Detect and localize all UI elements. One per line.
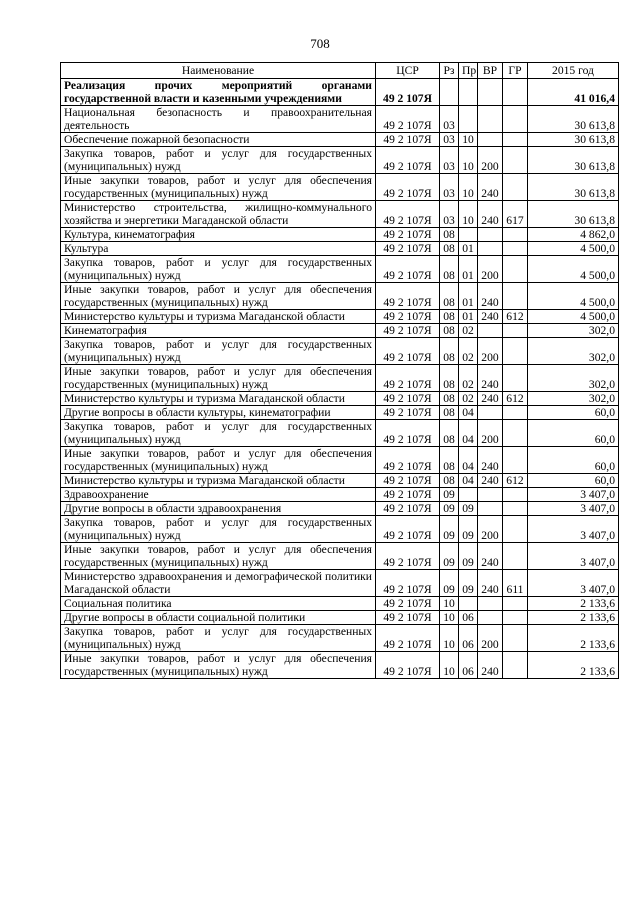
header-gr: ГР <box>503 63 528 79</box>
header-pr: Пр <box>459 63 478 79</box>
cell-gr <box>503 652 528 679</box>
cell-pr: 10 <box>459 147 478 174</box>
cell-pr: 01 <box>459 310 478 324</box>
cell-pr: 09 <box>459 570 478 597</box>
cell-rz: 03 <box>440 201 459 228</box>
cell-vr <box>478 133 503 147</box>
cell-gr <box>503 174 528 201</box>
cell-name: Иные закупки товаров, работ и услуг для обеспечения государственных (муниципальных) нужд <box>61 174 376 201</box>
cell-amount: 302,0 <box>528 324 619 338</box>
cell-vr: 240 <box>478 310 503 324</box>
header-rz: Рз <box>440 63 459 79</box>
cell-amount: 3 407,0 <box>528 543 619 570</box>
cell-pr: 09 <box>459 516 478 543</box>
cell-vr: 240 <box>478 570 503 597</box>
cell-pr: 06 <box>459 611 478 625</box>
cell-vr <box>478 242 503 256</box>
cell-csr: 49 2 107Я <box>376 488 440 502</box>
cell-name: Обеспечение пожарной безопасности <box>61 133 376 147</box>
cell-vr: 240 <box>478 283 503 310</box>
cell-gr: 612 <box>503 392 528 406</box>
cell-vr: 240 <box>478 447 503 474</box>
cell-gr <box>503 447 528 474</box>
cell-csr: 49 2 107Я <box>376 611 440 625</box>
cell-pr: 10 <box>459 174 478 201</box>
cell-pr: 04 <box>459 420 478 447</box>
cell-amount: 4 500,0 <box>528 310 619 324</box>
cell-name: Здравоохранение <box>61 488 376 502</box>
cell-rz: 10 <box>440 597 459 611</box>
table-row <box>61 174 619 201</box>
cell-amount: 3 407,0 <box>528 516 619 543</box>
cell-vr <box>478 228 503 242</box>
cell-name: Министерство здравоохранения и демографической политики Магаданской области <box>61 570 376 597</box>
cell-amount: 60,0 <box>528 474 619 488</box>
page-number: 708 <box>310 36 330 51</box>
cell-gr: 612 <box>503 310 528 324</box>
cell-pr: 02 <box>459 392 478 406</box>
cell-rz: 08 <box>440 242 459 256</box>
cell-name: Закупка товаров, работ и услуг для государственных (муниципальных) нужд <box>61 256 376 283</box>
table-row <box>61 502 619 516</box>
cell-pr: 09 <box>459 502 478 516</box>
cell-pr: 10 <box>459 201 478 228</box>
cell-rz: 09 <box>440 488 459 502</box>
cell-vr: 240 <box>478 201 503 228</box>
cell-amount: 3 407,0 <box>528 502 619 516</box>
cell-name: Закупка товаров, работ и услуг для государственных (муниципальных) нужд <box>61 420 376 447</box>
cell-gr <box>503 256 528 283</box>
cell-gr: 611 <box>503 570 528 597</box>
table-row <box>61 338 619 365</box>
cell-csr: 49 2 107Я <box>376 256 440 283</box>
cell-amount: 60,0 <box>528 420 619 447</box>
table-row <box>61 570 619 597</box>
cell-rz: 08 <box>440 447 459 474</box>
cell-csr: 49 2 107Я <box>376 502 440 516</box>
cell-csr: 49 2 107Я <box>376 242 440 256</box>
cell-gr: 617 <box>503 201 528 228</box>
cell-name: Министерство культуры и туризма Магаданской области <box>61 474 376 488</box>
header-vr: ВР <box>478 63 503 79</box>
cell-name: Министерство культуры и туризма Магаданской области <box>61 310 376 324</box>
cell-amount: 41 016,4 <box>528 79 619 106</box>
budget-table <box>60 62 619 679</box>
cell-rz: 09 <box>440 570 459 597</box>
cell-vr: 200 <box>478 338 503 365</box>
table-row <box>61 474 619 488</box>
cell-gr <box>503 79 528 106</box>
table-row <box>61 611 619 625</box>
cell-pr: 04 <box>459 447 478 474</box>
cell-amount: 2 133,6 <box>528 611 619 625</box>
cell-amount: 302,0 <box>528 365 619 392</box>
cell-csr: 49 2 107Я <box>376 597 440 611</box>
cell-rz: 03 <box>440 147 459 174</box>
cell-csr: 49 2 107Я <box>376 570 440 597</box>
cell-pr: 02 <box>459 365 478 392</box>
cell-csr: 49 2 107Я <box>376 310 440 324</box>
cell-rz: 10 <box>440 652 459 679</box>
cell-name: Иные закупки товаров, работ и услуг для обеспечения государственных (муниципальных) нужд <box>61 283 376 310</box>
cell-amount: 4 500,0 <box>528 242 619 256</box>
cell-pr: 02 <box>459 338 478 365</box>
cell-vr: 240 <box>478 474 503 488</box>
cell-csr: 49 2 107Я <box>376 625 440 652</box>
cell-rz: 08 <box>440 406 459 420</box>
table-row <box>61 228 619 242</box>
cell-name: Иные закупки товаров, работ и услуг для обеспечения государственных (муниципальных) нужд <box>61 365 376 392</box>
cell-csr: 49 2 107Я <box>376 420 440 447</box>
cell-name: Другие вопросы в области здравоохранения <box>61 502 376 516</box>
table-row <box>61 488 619 502</box>
cell-amount: 30 613,8 <box>528 147 619 174</box>
table-row <box>61 365 619 392</box>
cell-csr: 49 2 107Я <box>376 516 440 543</box>
cell-amount: 3 407,0 <box>528 570 619 597</box>
cell-amount: 3 407,0 <box>528 488 619 502</box>
cell-rz <box>440 79 459 106</box>
cell-csr: 49 2 107Я <box>376 324 440 338</box>
cell-rz: 09 <box>440 502 459 516</box>
table-row <box>61 516 619 543</box>
cell-pr: 04 <box>459 406 478 420</box>
cell-vr: 200 <box>478 147 503 174</box>
table-row <box>61 310 619 324</box>
cell-rz: 08 <box>440 392 459 406</box>
table-row <box>61 256 619 283</box>
cell-name: Закупка товаров, работ и услуг для государственных (муниципальных) нужд <box>61 516 376 543</box>
cell-vr: 200 <box>478 625 503 652</box>
cell-pr: 01 <box>459 256 478 283</box>
cell-gr <box>503 543 528 570</box>
cell-rz: 08 <box>440 338 459 365</box>
cell-gr <box>503 133 528 147</box>
cell-amount: 60,0 <box>528 447 619 474</box>
cell-csr: 49 2 107Я <box>376 106 440 133</box>
cell-name: Другие вопросы в области социальной политики <box>61 611 376 625</box>
table-row <box>61 79 619 106</box>
table-row <box>61 283 619 310</box>
table-row <box>61 106 619 133</box>
table-row <box>61 625 619 652</box>
cell-csr: 49 2 107Я <box>376 365 440 392</box>
cell-vr: 200 <box>478 516 503 543</box>
table-row <box>61 447 619 474</box>
cell-csr: 49 2 107Я <box>376 201 440 228</box>
cell-amount: 302,0 <box>528 338 619 365</box>
cell-vr: 240 <box>478 174 503 201</box>
cell-csr: 49 2 107Я <box>376 283 440 310</box>
cell-vr <box>478 79 503 106</box>
cell-amount: 30 613,8 <box>528 106 619 133</box>
cell-vr: 200 <box>478 420 503 447</box>
cell-gr <box>503 420 528 447</box>
header-csr: ЦСР <box>376 63 440 79</box>
cell-gr <box>503 283 528 310</box>
table-row <box>61 652 619 679</box>
cell-amount: 2 133,6 <box>528 625 619 652</box>
cell-vr <box>478 611 503 625</box>
cell-rz: 08 <box>440 310 459 324</box>
cell-rz: 10 <box>440 625 459 652</box>
cell-amount: 302,0 <box>528 392 619 406</box>
cell-amount: 60,0 <box>528 406 619 420</box>
cell-pr <box>459 228 478 242</box>
cell-gr <box>503 324 528 338</box>
cell-rz: 08 <box>440 365 459 392</box>
cell-rz: 08 <box>440 283 459 310</box>
cell-name: Культура, кинематография <box>61 228 376 242</box>
cell-name: Закупка товаров, работ и услуг для государственных (муниципальных) нужд <box>61 338 376 365</box>
cell-pr: 10 <box>459 133 478 147</box>
table-row <box>61 392 619 406</box>
cell-pr <box>459 597 478 611</box>
cell-vr: 240 <box>478 365 503 392</box>
cell-pr: 09 <box>459 543 478 570</box>
cell-name: Культура <box>61 242 376 256</box>
cell-csr: 49 2 107Я <box>376 79 440 106</box>
cell-gr <box>503 338 528 365</box>
cell-gr <box>503 625 528 652</box>
cell-gr <box>503 147 528 174</box>
cell-rz: 08 <box>440 256 459 283</box>
cell-vr <box>478 406 503 420</box>
cell-csr: 49 2 107Я <box>376 447 440 474</box>
cell-vr <box>478 488 503 502</box>
table-row <box>61 242 619 256</box>
cell-rz: 03 <box>440 133 459 147</box>
cell-pr: 06 <box>459 625 478 652</box>
cell-gr <box>503 365 528 392</box>
cell-rz: 08 <box>440 474 459 488</box>
table-row <box>61 543 619 570</box>
cell-amount: 2 133,6 <box>528 652 619 679</box>
cell-name: Реализация прочих мероприятий органами государственной власти и казенными учреждениями <box>61 79 376 106</box>
cell-rz: 09 <box>440 516 459 543</box>
cell-gr <box>503 516 528 543</box>
cell-rz: 10 <box>440 611 459 625</box>
cell-amount: 30 613,8 <box>528 133 619 147</box>
cell-vr: 200 <box>478 256 503 283</box>
cell-pr: 06 <box>459 652 478 679</box>
header-name: Наименование <box>61 63 376 79</box>
cell-amount: 30 613,8 <box>528 201 619 228</box>
cell-vr: 240 <box>478 652 503 679</box>
cell-amount: 4 862,0 <box>528 228 619 242</box>
table-row <box>61 324 619 338</box>
cell-rz: 03 <box>440 106 459 133</box>
table-row <box>61 201 619 228</box>
cell-name: Министерство культуры и туризма Магаданской области <box>61 392 376 406</box>
cell-amount: 30 613,8 <box>528 174 619 201</box>
cell-csr: 49 2 107Я <box>376 147 440 174</box>
table-row <box>61 597 619 611</box>
cell-csr: 49 2 107Я <box>376 338 440 365</box>
cell-gr <box>503 228 528 242</box>
table-row <box>61 133 619 147</box>
cell-pr <box>459 106 478 133</box>
table-row <box>61 420 619 447</box>
cell-pr <box>459 488 478 502</box>
cell-name: Министерство строительства, жилищно-коммунального хозяйства и энергетики Магаданской области <box>61 201 376 228</box>
cell-pr <box>459 79 478 106</box>
cell-vr <box>478 106 503 133</box>
cell-name: Иные закупки товаров, работ и услуг для обеспечения государственных (муниципальных) нужд <box>61 543 376 570</box>
cell-rz: 08 <box>440 228 459 242</box>
cell-vr: 240 <box>478 543 503 570</box>
cell-amount: 4 500,0 <box>528 256 619 283</box>
cell-csr: 49 2 107Я <box>376 392 440 406</box>
cell-csr: 49 2 107Я <box>376 474 440 488</box>
cell-vr <box>478 597 503 611</box>
cell-amount: 4 500,0 <box>528 283 619 310</box>
cell-gr <box>503 242 528 256</box>
table-row <box>61 406 619 420</box>
cell-name: Иные закупки товаров, работ и услуг для обеспечения государственных (муниципальных) нужд <box>61 652 376 679</box>
cell-pr: 04 <box>459 474 478 488</box>
cell-csr: 49 2 107Я <box>376 228 440 242</box>
cell-gr <box>503 611 528 625</box>
cell-csr: 49 2 107Я <box>376 406 440 420</box>
cell-pr: 01 <box>459 283 478 310</box>
header-year: 2015 год <box>528 63 619 79</box>
cell-vr <box>478 502 503 516</box>
cell-rz: 08 <box>440 420 459 447</box>
cell-gr <box>503 488 528 502</box>
cell-gr: 612 <box>503 474 528 488</box>
cell-pr: 02 <box>459 324 478 338</box>
cell-csr: 49 2 107Я <box>376 133 440 147</box>
cell-gr <box>503 502 528 516</box>
cell-name: Иные закупки товаров, работ и услуг для обеспечения государственных (муниципальных) нужд <box>61 447 376 474</box>
cell-gr <box>503 106 528 133</box>
cell-name: Кинематография <box>61 324 376 338</box>
cell-name: Социальная политика <box>61 597 376 611</box>
cell-name: Другие вопросы в области культуры, кинематографии <box>61 406 376 420</box>
cell-pr: 01 <box>459 242 478 256</box>
cell-name: Национальная безопасность и правоохранительная деятельность <box>61 106 376 133</box>
cell-vr <box>478 324 503 338</box>
cell-gr <box>503 406 528 420</box>
cell-name: Закупка товаров, работ и услуг для государственных (муниципальных) нужд <box>61 625 376 652</box>
cell-gr <box>503 597 528 611</box>
cell-amount: 2 133,6 <box>528 597 619 611</box>
cell-rz: 03 <box>440 174 459 201</box>
cell-name: Закупка товаров, работ и услуг для государственных (муниципальных) нужд <box>61 147 376 174</box>
cell-csr: 49 2 107Я <box>376 543 440 570</box>
cell-rz: 08 <box>440 324 459 338</box>
table-row <box>61 147 619 174</box>
table-header-row <box>61 63 619 79</box>
cell-csr: 49 2 107Я <box>376 174 440 201</box>
cell-csr: 49 2 107Я <box>376 652 440 679</box>
cell-vr: 240 <box>478 392 503 406</box>
cell-rz: 09 <box>440 543 459 570</box>
